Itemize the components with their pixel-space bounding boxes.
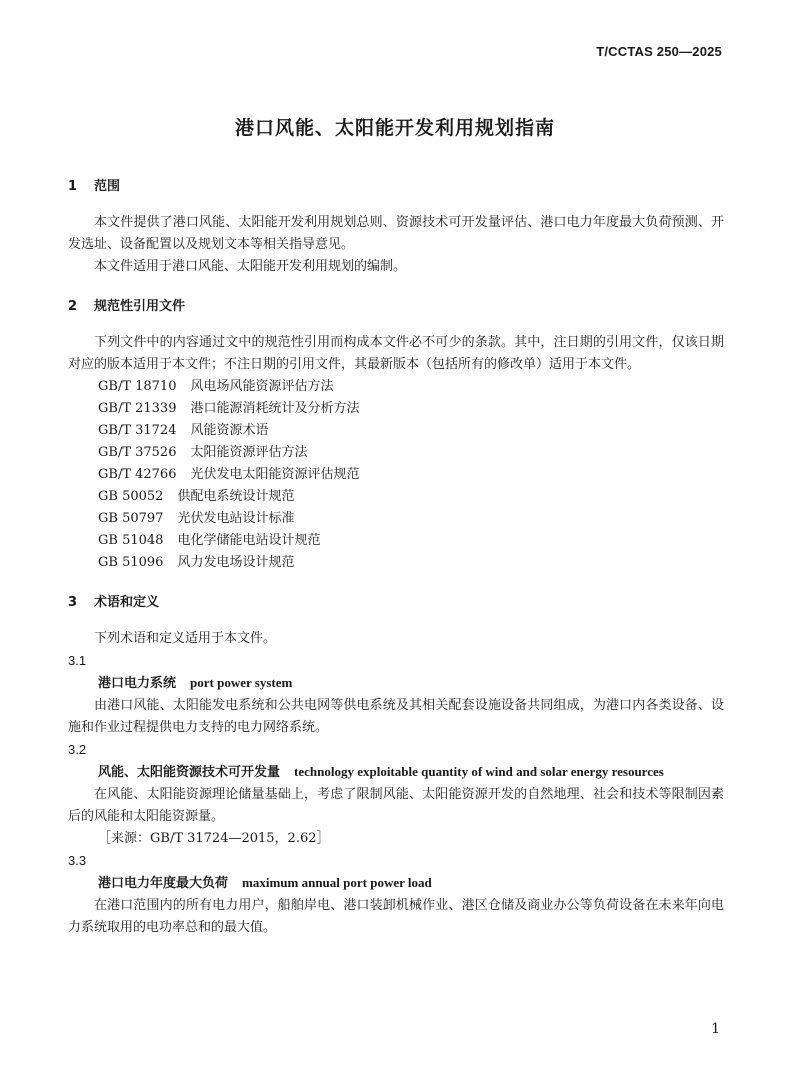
reference-code: GB/T 18710 <box>98 379 177 394</box>
reference-code: GB 50052 <box>98 489 164 504</box>
section-number: 1 <box>68 179 78 194</box>
section-heading-terms <box>68 592 724 614</box>
reference-list <box>68 376 724 574</box>
reference-title: 风力发电场设计规范 <box>177 555 295 570</box>
reference-title: 风电场风能资源评估方法 <box>190 379 334 394</box>
standard-code: T/CCTAS 250—2025 <box>596 44 722 59</box>
section-number: 2 <box>68 299 78 314</box>
reference-code: GB/T 42766 <box>98 467 177 482</box>
term-title <box>68 672 724 695</box>
section-title: 范围 <box>94 179 121 194</box>
reference-title: 港口能源消耗统计及分析方法 <box>190 401 360 416</box>
reference-code: GB 51096 <box>98 555 164 570</box>
term-chinese: 风能、太阳能资源技术可开发量 <box>98 765 281 780</box>
reference-item <box>68 464 724 486</box>
paragraph: 本文件适用于港口风能、太阳能开发利用规划的编制。 <box>94 259 407 274</box>
term-title <box>68 872 724 895</box>
term-definition: 由港口风能、太阳能发电系统和公共电网等供电系统及其相关配套设施设备共同组成，为港口内各类设备、设施和作业过程提供电力支持的电力网络系统。 <box>68 698 724 735</box>
term-definition: 在风能、太阳能资源理论储量基础上，考虑了限制风能、太阳能资源开发的自然地理、社会和技术等限制因素后的风能和太阳能资源量。 <box>68 787 724 824</box>
reference-item <box>68 508 724 530</box>
reference-item <box>68 530 724 552</box>
term-number: 3.1 <box>68 653 87 668</box>
reference-item <box>68 486 724 508</box>
term-title <box>68 761 724 784</box>
reference-title: 光伏发电太阳能资源评估规范 <box>190 467 360 482</box>
reference-code: GB/T 31724 <box>98 423 177 438</box>
section-title: 术语和定义 <box>94 595 160 610</box>
term-english: technology exploitable quantity of wind and solar energy resources <box>294 764 664 779</box>
document-title: 港口风能、太阳能开发利用规划指南 <box>234 117 555 139</box>
term-number: 3.3 <box>68 853 87 868</box>
page-number: 1 <box>711 1021 720 1037</box>
reference-code: GB 51048 <box>98 533 164 548</box>
section-title: 规范性引用文件 <box>94 299 186 314</box>
reference-item <box>68 552 724 574</box>
reference-title: 供配电系统设计规范 <box>177 489 295 504</box>
document-body <box>68 176 724 939</box>
reference-title: 太阳能资源评估方法 <box>190 445 308 460</box>
reference-title: 风能资源术语 <box>190 423 269 438</box>
term-chinese: 港口电力系统 <box>98 676 177 691</box>
term-source: ［来源：GB/T 31724—2015，2.62］ <box>98 831 330 846</box>
reference-code: GB/T 37526 <box>98 445 177 460</box>
reference-title: 电化学储能电站设计规范 <box>177 533 321 548</box>
paragraph: 下列术语和定义适用于本文件。 <box>94 631 277 646</box>
reference-code: GB 50797 <box>98 511 164 526</box>
term-number: 3.2 <box>68 742 87 757</box>
reference-code: GB/T 21339 <box>98 401 177 416</box>
term-english: port power system <box>190 675 293 690</box>
term-definition: 在港口范围内的所有电力用户，船舶岸电、港口装卸机械作业、港区仓储及商业办公等负荷设备在未来年向电力系统取用的电功率总和的最大值。 <box>68 898 724 935</box>
section-heading-normative <box>68 296 724 318</box>
section-heading-scope <box>68 176 724 198</box>
reference-item <box>68 376 724 398</box>
reference-item <box>68 442 724 464</box>
term-chinese: 港口电力年度最大负荷 <box>98 876 229 891</box>
paragraph: 本文件提供了港口风能、太阳能开发利用规划总则、资源技术可开发量评估、港口电力年度最大负荷预测、开发选址、设备配置以及规划文本等相关指导意见。 <box>68 215 724 252</box>
reference-title: 光伏发电站设计标准 <box>177 511 295 526</box>
reference-item <box>68 420 724 442</box>
reference-item <box>68 398 724 420</box>
paragraph: 下列文件中的内容通过文中的规范性引用而构成本文件必不可少的条款。其中，注日期的引用文件，仅该日期对应的版本适用于本文件；不注日期的引用文件，其最新版本（包括所有的修改单）适用于本文件。 <box>68 335 724 372</box>
section-number: 3 <box>68 595 78 610</box>
term-english: maximum annual port power load <box>242 875 432 890</box>
